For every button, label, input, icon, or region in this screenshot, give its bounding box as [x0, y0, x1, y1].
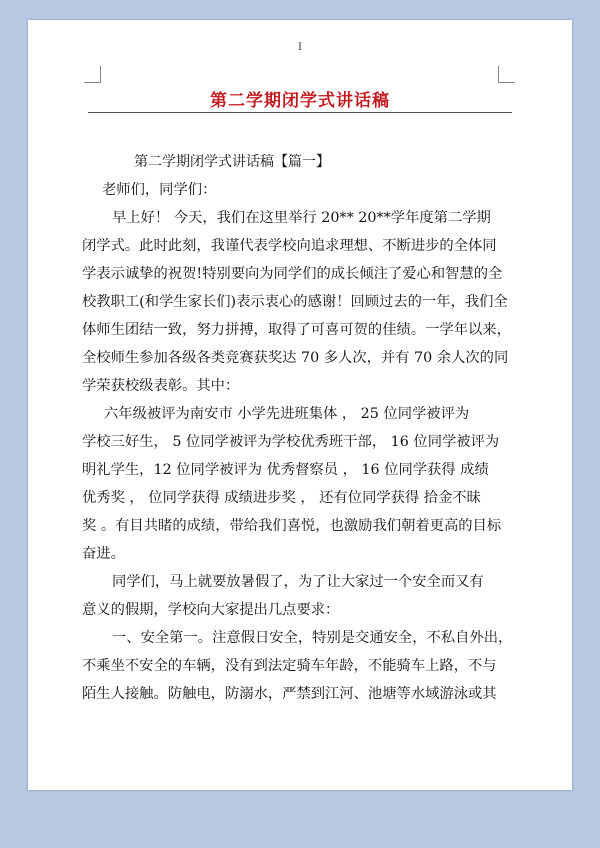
paragraph-line: 奖 。有目共睹的成绩，带给我们喜悦，也激励我们朝着更高的目标 [82, 518, 502, 534]
paragraph-line: 闭学式。此时此刻，我谨代表学校向追求理想、不断进步的全体同 [82, 238, 497, 254]
paragraph-line: 奋进。 [82, 546, 125, 562]
paragraph-line: 意义的假期，学校向大家提出几点要求： [82, 602, 340, 618]
document-body [82, 148, 518, 708]
document-title: 第二学期闭学式讲话稿 [210, 91, 390, 111]
paragraph-line: 陌生人接触。防触电，防溺水，严禁到江河、池塘等水域游泳或其 [82, 686, 497, 702]
paragraph-line: 体师生团结一致，努力拼搏，取得了可喜可贺的佳绩。一学年以来， [82, 322, 511, 338]
paragraph-line: 学荣获校级表彰。其中： [82, 378, 240, 394]
crop-mark-top-right [498, 66, 515, 83]
paragraph-line: 明礼学生，12 位同学被评为 优秀督察员 ， 16 位同学获得 成绩 [82, 462, 489, 478]
paragraph-line: 六年级被评为南安市 小学先进班集体 ， 25 位同学被评为 [104, 406, 470, 422]
paragraph-line: 一、安全第一。注意假日安全，特别是交通安全，不私自外出， [112, 630, 513, 646]
crop-mark-top-left [84, 66, 101, 83]
section-subtitle: 第二学期闭学式讲话稿【篇一】 [134, 154, 330, 170]
paragraph-line: 优秀奖 ， 位同学获得 成绩进步奖 ， 还有位同学获得 拾金不昧 [82, 490, 481, 506]
paragraph-line: 早上好！ 今天，我们在这里举行 20** 20**学年度第二学期 [112, 210, 491, 226]
title-underline [88, 112, 512, 113]
paragraph-line: 校教职工(和学生家长们)表示衷心的感谢！回顾过去的一年，我们全 [82, 294, 508, 310]
paragraph-line: 全校师生参加各级各类竞赛获奖达 70 多人次，并有 70 余人次的同 [82, 350, 509, 366]
greeting: 老师们，同学们： [102, 182, 217, 198]
paragraph-line: 同学们，马上就要放暑假了，为了让大家过一个安全而又有 [112, 574, 484, 590]
paragraph-line: 不乘坐不安全的车辆，没有到法定骑车年龄，不能骑车上路，不与 [82, 658, 497, 674]
paragraph-line: 学表示诚挚的祝贺!特别要向为同学们的成长倾注了爱心和智慧的全 [82, 266, 503, 282]
document-page [28, 20, 572, 790]
paragraph-line: 学校三好生， 5 位同学被评为学校优秀班干部， 16 位同学被评为 [82, 434, 500, 450]
page-number: I [298, 42, 302, 53]
